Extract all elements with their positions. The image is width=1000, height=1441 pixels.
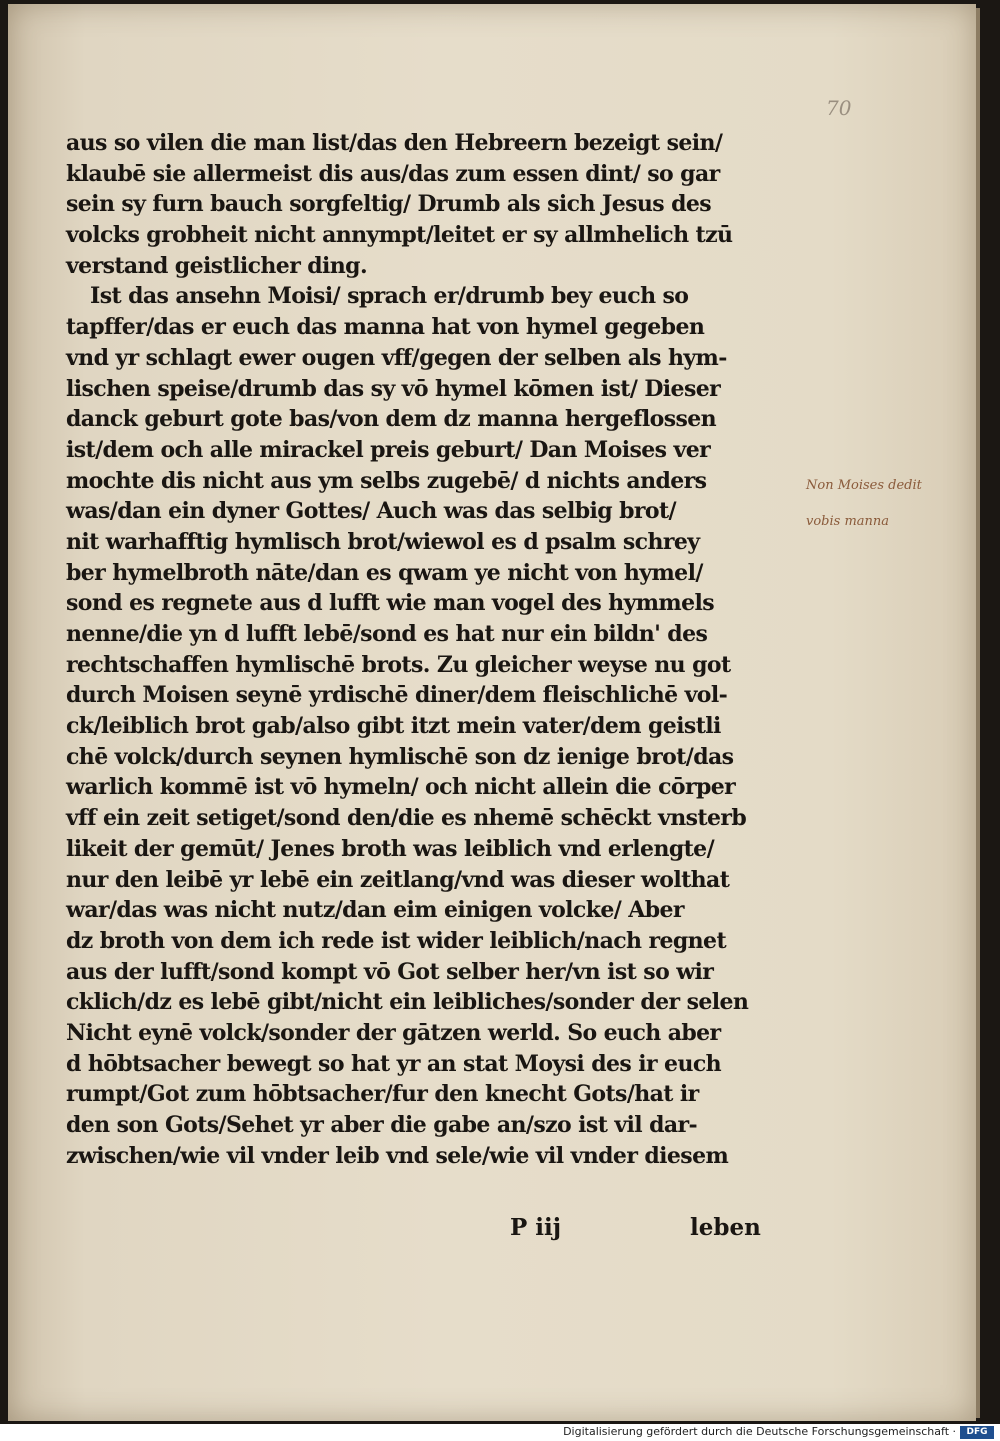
signature-mark: P iij bbox=[510, 1214, 562, 1241]
text-line: rumpt/Got zum hōbtsacher/fur den knecht Gots/hat ir bbox=[66, 1081, 699, 1108]
text-line: likeit der gemūt/ Jenes broth was leiblich vnd erlengte/ bbox=[66, 835, 715, 862]
text-line: aus so vilen die man list/das den Hebreern bezeigt sein/ bbox=[66, 130, 723, 156]
text-line: d hōbtsacher bewegt so hat yr an stat Moysi des ir euch bbox=[66, 1050, 722, 1077]
text-line: mochte dis nicht aus ym selbs zugebē/ d nichts anders bbox=[66, 467, 707, 494]
text-line: was/dan ein dyner Gottes/ Auch was das selbig brot/ bbox=[66, 498, 676, 525]
text-line: nur den leibē yr lebē ein zeitlang/vnd was dieser wolthat bbox=[66, 866, 730, 893]
text-line: ck/leiblich brot gab/also gibt itzt mein vater/dem geistli bbox=[66, 713, 721, 740]
text-line: aus der lufft/sond kompt vō Got selber her/vn ist so wir bbox=[66, 958, 714, 985]
text-line: volcks grobheit nicht annympt/leitet er sy allmhelich tzū bbox=[66, 222, 733, 249]
text-line: chē volck/durch seynen hymlischē son dz ienige brot/das bbox=[66, 743, 734, 770]
folio-number: 70 bbox=[826, 96, 852, 120]
catchword: leben bbox=[690, 1214, 761, 1241]
text-line: zwischen/wie vil vnder leib vnd sele/wie vil vnder diesem bbox=[66, 1142, 729, 1169]
text-line: verstand geistlicher ding. bbox=[66, 252, 368, 279]
text-line: warlich kommē ist vō hymeln/ och nicht allein die cōrper bbox=[66, 774, 736, 801]
text-line: nenne/die yn d lufft lebē/sond es hat nur ein bildn' des bbox=[66, 621, 708, 647]
text-line: Nicht eynē volck/sonder der gātzen werld. So euch aber bbox=[66, 1019, 721, 1046]
text-line: danck geburt gote bas/von dem dz manna hergeflossen bbox=[66, 406, 717, 433]
footer-bar bbox=[0, 1424, 1000, 1441]
text-line: ber hymelbroth nāte/dan es qwam ye nicht von hymel/ bbox=[66, 559, 703, 586]
text-line: lischen speise/drumb das sy vō hymel kōmen ist/ Dieser bbox=[66, 375, 721, 402]
text-line: nit warhafftig hymlisch brot/wiewol es d psalm schrey bbox=[66, 528, 700, 555]
text-line: war/das was nicht nutz/dan eim einigen volcke/ Aber bbox=[66, 897, 684, 924]
dfg-logo: DFG bbox=[960, 1426, 994, 1439]
text-line: Ist das ansehn Moisi/ sprach er/drumb bey euch so bbox=[90, 283, 689, 310]
marginal-note: Non Moises dedit bbox=[806, 478, 922, 493]
page-edge bbox=[976, 8, 980, 1418]
text-line: sein sy furn bauch sorgfeltig/ Drumb als sich Jesus des bbox=[66, 191, 712, 218]
text-line: klaubē sie allermeist dis aus/das zum essen dint/ so gar bbox=[66, 160, 720, 187]
text-line: durch Moisen seynē yrdischē diner/dem fleischlichē vol- bbox=[66, 682, 728, 709]
text-line: den son Gots/Sehet yr aber die gabe an/szo ist vil dar- bbox=[66, 1112, 698, 1138]
text-line: ist/dem och alle mirackel preis geburt/ Dan Moises ver bbox=[66, 436, 711, 463]
text-line: vnd yr schlagt ewer ougen vff/gegen der selben als hym- bbox=[66, 344, 727, 371]
text-line: dz broth von dem ich rede ist wider leiblich/nach regnet bbox=[66, 927, 727, 954]
text-line: sond es regnete aus d lufft wie man vogel des hymmels bbox=[66, 590, 715, 617]
body-text bbox=[66, 128, 796, 1171]
text-line: cklich/dz es lebē gibt/nicht ein leibliches/sonder der selen bbox=[66, 989, 749, 1016]
text-line: rechtschaffen hymlischē brots. Zu gleicher weyse nu got bbox=[66, 651, 731, 678]
text-line: tapffer/das er euch das manna hat von hymel gegeben bbox=[66, 314, 705, 341]
funding-credit: Digitalisierung gefördert durch die Deutsche Forschungsgemeinschaft · bbox=[563, 1425, 956, 1438]
marginal-note: vobis manna bbox=[806, 514, 890, 529]
text-line: vff ein zeit setiget/sond den/die es nhemē schēckt vnsterb bbox=[66, 805, 747, 832]
